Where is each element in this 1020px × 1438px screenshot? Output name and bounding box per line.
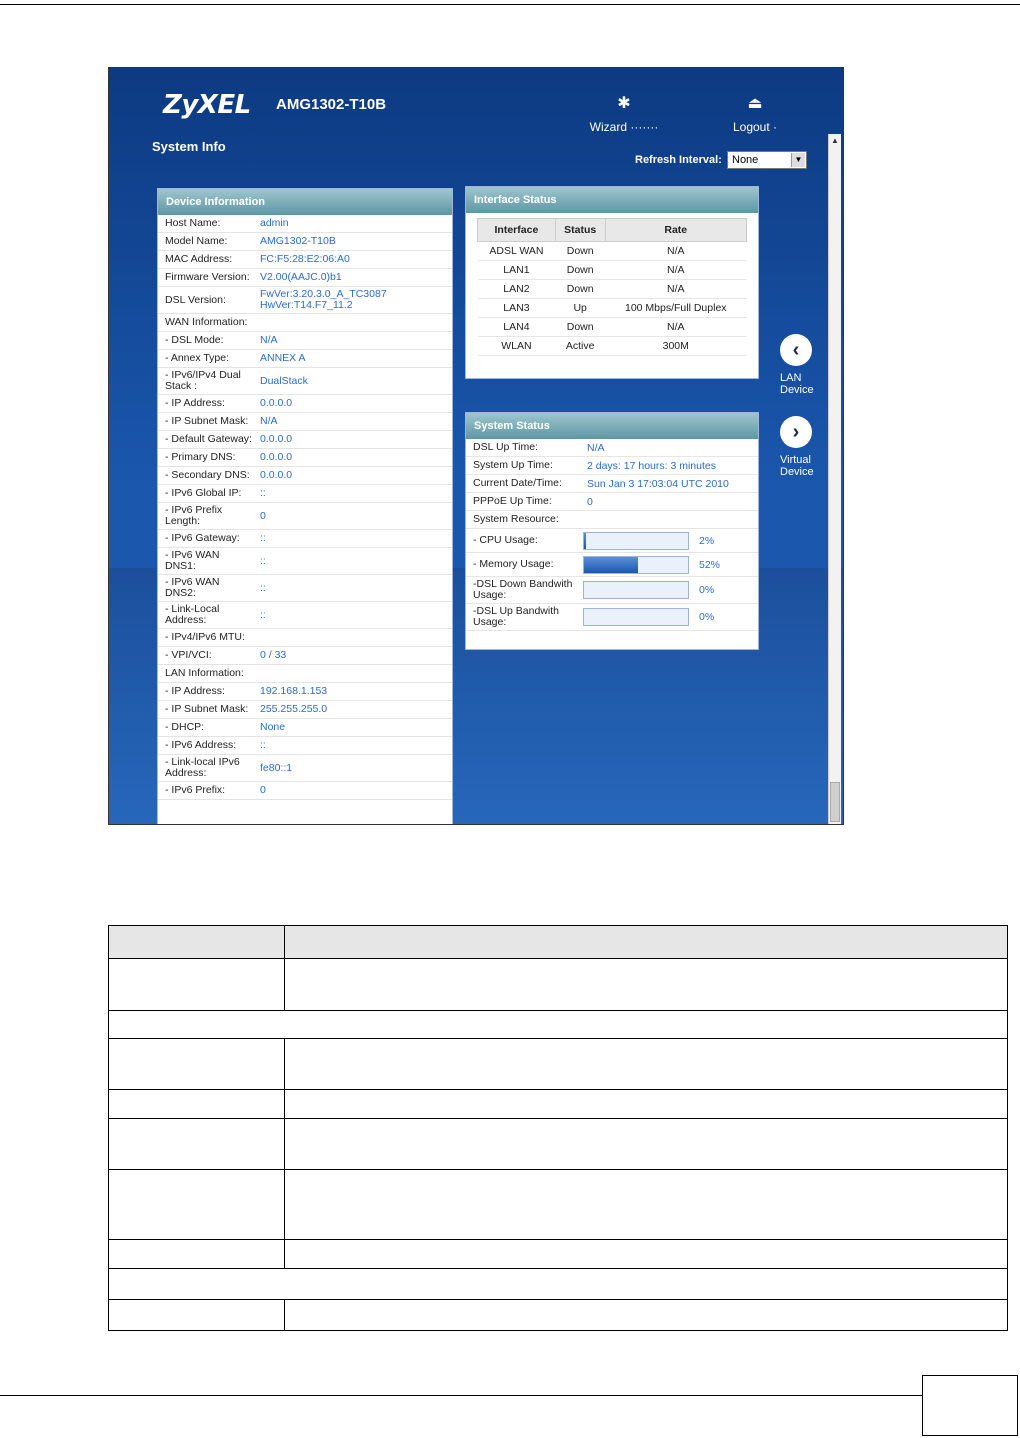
device-info-label: - Secondary DNS: (165, 469, 250, 481)
rate-cell: 300M (605, 337, 746, 356)
table-row (478, 299, 747, 318)
device-info-label: - IPv6 Prefix Length: (165, 504, 223, 527)
device-information-panel (157, 188, 453, 825)
device-info-row (158, 215, 452, 233)
table-row (478, 337, 747, 356)
device-info-row (158, 503, 452, 530)
brand-logo: ZyXEL (163, 90, 251, 120)
lan-device-label: LAN Device (780, 372, 814, 396)
device-info-label: - DSL Mode: (165, 334, 224, 346)
device-info-label: - IPv6 WAN DNS2: (165, 576, 220, 599)
device-info-label: - Link-Local Address: (165, 603, 220, 626)
device-info-value: 0 / 33 (260, 649, 287, 661)
page-number-box (922, 1375, 1018, 1436)
usage-percent: 2% (699, 534, 715, 547)
device-info-label: - IPv6 Global IP: (165, 487, 242, 499)
device-info-value (256, 672, 452, 676)
device-info-value: :: (260, 532, 266, 544)
device-info-value: N/A (260, 415, 278, 427)
device-info-value: 255.255.255.0 (260, 703, 328, 715)
footer-rule (0, 1395, 922, 1396)
device-info-label: - IP Address: (165, 397, 225, 409)
header-rule (0, 4, 1020, 5)
device-info-row (158, 287, 452, 314)
device-info-row (158, 269, 452, 287)
interface-cell: WLAN (478, 337, 556, 356)
chevron-down-icon: ▼ (791, 153, 805, 167)
interface-status-panel (465, 186, 759, 379)
device-info-row (158, 332, 452, 350)
rate-cell: N/A (605, 261, 746, 280)
table-row (478, 242, 747, 261)
system-status-title: System Status (466, 413, 758, 439)
chevron-left-icon: ‹ (780, 334, 812, 366)
device-info-row (158, 548, 452, 575)
device-info-value: 0.0.0.0 (260, 451, 293, 463)
system-status-list (466, 439, 758, 529)
device-info-value: FC:F5:28:E2:06:A0 (260, 253, 350, 265)
device-info-row (158, 665, 452, 683)
device-info-row (158, 395, 452, 413)
resource-label: - CPU Usage: (473, 534, 538, 546)
device-info-value: fe80::1 (260, 761, 293, 774)
system-status-label: PPPoE Up Time: (473, 495, 552, 507)
device-info-label: MAC Address: (165, 253, 233, 265)
device-info-row (158, 782, 452, 800)
wizard-label: Wizard (589, 120, 627, 134)
resource-row (466, 553, 758, 577)
device-info-label: - Default Gateway: (165, 433, 252, 445)
device-info-row (158, 602, 452, 629)
device-info-row (158, 233, 452, 251)
device-info-value: :: (260, 487, 266, 499)
scrollbar[interactable] (828, 134, 841, 824)
status-cell: Active (555, 337, 605, 356)
resource-row (466, 604, 758, 631)
system-status-row (466, 439, 758, 457)
usage-bar (583, 608, 689, 626)
usage-bar (583, 556, 689, 574)
logout-label: Logout (732, 120, 770, 134)
system-status-value: Sun Jan 3 17:03:04 UTC 2010 (587, 477, 729, 490)
usage-percent: 52% (699, 558, 721, 571)
resource-label: - Memory Usage: (473, 558, 554, 570)
device-info-row (158, 350, 452, 368)
system-status-label: System Up Time: (473, 459, 553, 471)
device-info-value: 0.0.0.0 (260, 469, 293, 481)
resource-row (466, 529, 758, 553)
device-info-value: :: (260, 581, 266, 594)
device-info-row (158, 647, 452, 665)
device-info-value: V2.00(AAJC.0)b1 (260, 271, 342, 283)
system-status-label: System Resource: (473, 513, 559, 525)
refresh-interval-select[interactable]: None ▼ (727, 151, 807, 169)
device-information-title: Device Information (158, 189, 452, 215)
system-status-label: Current Date/Time: (473, 477, 562, 489)
device-info-label: - IPv6 Prefix: (165, 784, 226, 796)
table-row (478, 261, 747, 280)
device-info-row (158, 719, 452, 737)
usage-bar-fill (584, 533, 586, 549)
device-info-row (158, 701, 452, 719)
device-info-label: - Primary DNS: (165, 451, 236, 463)
device-info-label: WAN Information: (165, 316, 248, 328)
col-status: Status (555, 219, 605, 242)
wizard-icon: ✱ (617, 95, 631, 112)
scroll-up-icon[interactable]: ▲ (831, 136, 839, 145)
device-info-value: 192.168.1.153 (260, 685, 328, 697)
device-info-label: - IP Address: (165, 685, 225, 697)
system-status-value (583, 518, 758, 522)
lan-device-button[interactable] (780, 334, 824, 396)
logout-icon: ⏏ (747, 95, 763, 112)
refresh-interval-label: Refresh Interval: (635, 154, 722, 166)
device-info-label: - IPv6 WAN DNS1: (165, 549, 220, 572)
chevron-right-icon: › (780, 416, 812, 448)
interface-status-title: Interface Status (466, 187, 758, 213)
device-info-row (158, 629, 452, 647)
usage-bar (583, 581, 689, 599)
device-info-label: - IPv6/IPv4 Dual Stack : (165, 369, 241, 392)
device-info-value (256, 321, 452, 325)
status-cell: Down (555, 242, 605, 261)
device-info-label: - IPv4/IPv6 MTU: (165, 631, 245, 643)
rate-cell: N/A (605, 318, 746, 337)
device-info-label: LAN Information: (165, 667, 244, 679)
system-status-value: N/A (587, 441, 605, 454)
device-info-row (158, 368, 452, 395)
device-info-label: - IPv6 Gateway: (165, 532, 240, 544)
doc-table (108, 925, 1008, 1331)
device-info-row (158, 431, 452, 449)
device-info-label: Host Name: (165, 217, 221, 229)
device-info-value: 0 (260, 784, 266, 796)
interface-cell: ADSL WAN (478, 242, 556, 261)
model-name: AMG1302-T10B (276, 96, 387, 113)
rate-cell: 100 Mbps/Full Duplex (605, 299, 746, 318)
logout-button[interactable]: ⏏ Logout · (732, 95, 778, 134)
device-info-value (256, 636, 452, 640)
status-cell: Up (555, 299, 605, 318)
usage-percent: 0% (699, 584, 715, 596)
device-info-value: AMG1302-T10B (260, 235, 336, 247)
page-title: System Info (152, 139, 226, 154)
system-status-row (466, 475, 758, 493)
device-info-label: DSL Version: (165, 293, 226, 306)
device-info-label: Firmware Version: (165, 271, 250, 283)
system-status-row (466, 493, 758, 511)
device-info-label: - IP Subnet Mask: (165, 703, 249, 715)
table-row (478, 318, 747, 337)
table-row (478, 280, 747, 299)
resource-label: -DSL Down Bandwith Usage: (473, 578, 573, 601)
rate-cell: N/A (605, 242, 746, 261)
device-info-row (158, 485, 452, 503)
rate-cell: N/A (605, 280, 746, 299)
device-info-value: :: (260, 554, 266, 567)
wizard-button[interactable]: ✱ Wizard ······· (589, 95, 659, 134)
device-info-label: - Annex Type: (165, 352, 230, 364)
virtual-device-button[interactable] (780, 416, 824, 478)
device-info-value: None (260, 721, 286, 733)
resource-label: -DSL Up Bandwith Usage: (473, 605, 559, 628)
device-info-label: - IP Subnet Mask: (165, 415, 249, 427)
system-resource-list (466, 529, 758, 631)
device-info-label: - VPI/VCI: (165, 649, 212, 661)
device-info-row (158, 530, 452, 548)
device-info-value: N/A (260, 334, 278, 346)
device-info-value: FwVer:3.20.3.0_A_TC3087 HwVer:T14.F7_11.2 (260, 288, 387, 311)
system-status-row (466, 457, 758, 475)
device-info-value: :: (260, 739, 266, 751)
device-info-row (158, 683, 452, 701)
interface-cell: LAN1 (478, 261, 556, 280)
device-info-row (158, 314, 452, 332)
device-info-row (158, 251, 452, 269)
interface-cell: LAN3 (478, 299, 556, 318)
system-status-value: 2 days: 17 hours: 3 minutes (587, 459, 716, 472)
screenshot-frame (108, 67, 844, 825)
status-cell: Down (555, 261, 605, 280)
device-info-row (158, 755, 452, 782)
col-rate: Rate (605, 219, 746, 242)
interface-cell: LAN2 (478, 280, 556, 299)
device-info-value: DualStack (260, 374, 308, 387)
usage-bar (583, 532, 689, 550)
device-info-value: ANNEX A (260, 352, 306, 364)
device-info-label: - DHCP: (165, 721, 205, 733)
device-information-list (158, 215, 452, 800)
device-info-value: 0.0.0.0 (260, 433, 293, 445)
interface-cell: LAN4 (478, 318, 556, 337)
scrollbar-thumb[interactable] (830, 782, 840, 822)
device-info-value: admin (260, 217, 289, 229)
device-info-value: 0.0.0.0 (260, 397, 293, 409)
device-info-value: 0 (260, 509, 266, 522)
system-status-label: DSL Up Time: (473, 441, 538, 453)
resource-row (466, 577, 758, 604)
virtual-device-label: Virtual Device (780, 454, 814, 478)
system-status-value: 0 (587, 495, 593, 508)
col-interface: Interface (478, 219, 556, 242)
device-info-row (158, 413, 452, 431)
device-info-label: - IPv6 Address: (165, 739, 237, 751)
system-status-panel (465, 412, 759, 650)
device-info-label: - Link-local IPv6 Address: (165, 756, 240, 779)
device-info-row (158, 575, 452, 602)
status-cell: Down (555, 280, 605, 299)
usage-percent: 0% (699, 611, 715, 623)
status-cell: Down (555, 318, 605, 337)
device-info-row (158, 737, 452, 755)
device-info-row (158, 449, 452, 467)
device-info-value: :: (260, 608, 266, 621)
device-info-row (158, 467, 452, 485)
system-status-row (466, 511, 758, 529)
interface-status-table (477, 218, 747, 356)
usage-bar-fill (584, 557, 638, 573)
device-info-label: Model Name: (165, 235, 228, 247)
